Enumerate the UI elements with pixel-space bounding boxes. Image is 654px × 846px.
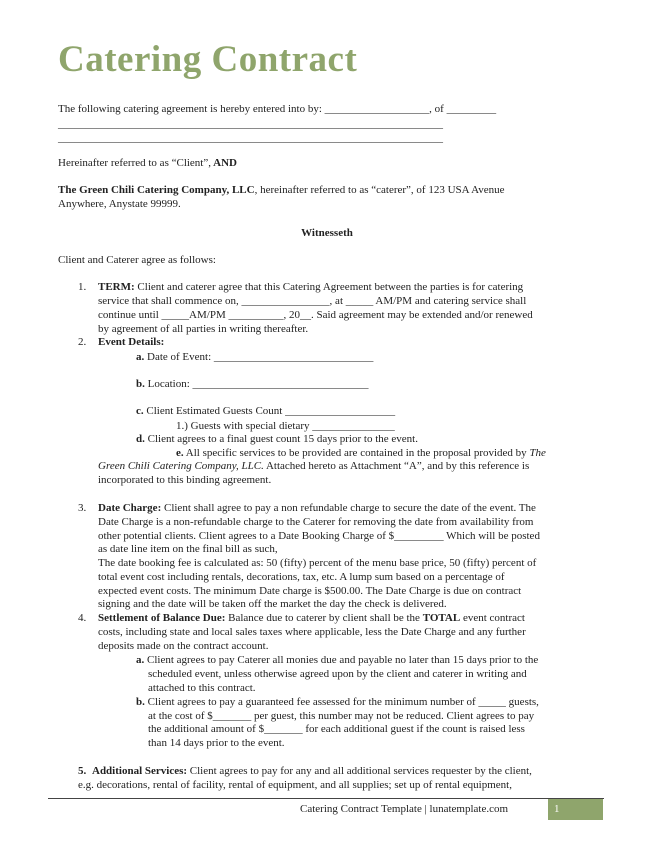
s4-b-text-1: Client agrees to pay a guaranteed fee assessed for the minimum number of _____ guests,	[144, 696, 539, 708]
s1-heading: TERM:	[98, 281, 135, 293]
intro-line-2: ______________________________________________________________________	[58, 118, 443, 130]
client-line	[58, 157, 237, 171]
s2-c-text: Client Estimated Guests Count ____________________	[143, 405, 396, 417]
s1-line-4: by agreement of all parties in writing thereafter.	[98, 323, 309, 335]
s1-number: 1.	[78, 281, 87, 293]
s4-line-3: deposits made on the contract account.	[98, 640, 269, 652]
s1-line-3: continue until _____AM/PM __________, 20__. Said agreement may be extended and/or renewed	[98, 309, 533, 321]
s1-line-2: service that shall commence on, ________________, at _____ AM/PM and catering service shall	[98, 295, 527, 307]
s2-item-d	[136, 433, 418, 447]
intro-line-1: The following catering agreement is hereby entered into by: ___________________, of _________	[58, 103, 497, 115]
s2-c-label: c.	[136, 405, 144, 417]
s3-number: 3.	[78, 502, 87, 514]
intro-line-3: ______________________________________________________________________	[58, 132, 443, 144]
s5-line-2: e.g. decorations, rental of facility, rental of equipment, and all supplies; set up of rental equipment,	[78, 779, 512, 791]
s2-item-c1: 1.) Guests with special dietary _______________	[176, 420, 395, 432]
s2-b-label: b.	[136, 378, 145, 390]
s5-heading: Additional Services:	[92, 765, 188, 777]
s3-line-7: expected event costs. The minimum Date charge is $500.00. The Date Charge is due on contract	[98, 585, 522, 597]
s5-number: 5.	[78, 765, 87, 777]
s2-item-a	[136, 351, 373, 365]
s2-a-label: a.	[136, 351, 145, 363]
s2-e-text: All specific services to be provided are contained in the proposal provided by	[183, 447, 530, 459]
s4-a-label: a.	[136, 654, 145, 666]
s2-e-italic-2: Green Chili Catering Company, LLC.	[98, 460, 264, 472]
s2-e-rest: Attached hereto as Attachment “A”, and by this reference is	[263, 460, 530, 472]
s2-item-c	[136, 405, 395, 419]
s4-a-text-1: Client agrees to pay Caterer all monies due and payable no later than 15 days prior to the	[144, 654, 539, 666]
s4-heading: Settlement of Balance Due:	[98, 612, 226, 624]
s2-a-text: Date of Event: _____________________________	[144, 351, 374, 363]
s2-d-label: d.	[136, 433, 145, 445]
s2-d-text: Client agrees to a final guest count 15 days prior to the event.	[144, 433, 418, 445]
witnesseth-heading: Witnesseth	[301, 227, 353, 239]
s2-e-label: e.	[176, 447, 184, 459]
s4-item-b	[136, 696, 539, 710]
s2-e-line-2	[98, 460, 529, 474]
s5-line-1	[92, 765, 532, 779]
s4-number: 4.	[78, 612, 87, 624]
s4-text-1a: Balance due to caterer by client shall be the	[225, 612, 423, 624]
s4-line-1	[98, 612, 525, 626]
s3-line-8: signing and the date will be taken off the market the day the check is delivered.	[98, 598, 447, 610]
client-line-and: AND	[211, 157, 237, 169]
s1-text-1: Client and caterer agree that this Catering Agreement between the parties is for catering	[134, 281, 524, 293]
s3-text-1: Client shall agree to pay a non refundable charge to secure the date of the event. The	[161, 502, 536, 514]
document-title: Catering Contract	[58, 39, 358, 80]
s2-b-text: Location: ________________________________	[144, 378, 369, 390]
s5-text-1: Client agrees to pay for any and all additional services requester by the client,	[187, 765, 532, 777]
s3-line-2: Date Charge is a non-refundable charge to the Caterer for removing the date from availability from	[98, 516, 534, 528]
client-line-text: Hereinafter referred to as “Client”,	[58, 157, 211, 169]
s3-line-5: The date booking fee is calculated as: 50 (fifty) percent of the menu base price, 50 (fifty) percent of	[98, 557, 537, 569]
s4-a-line-2: scheduled event, unless otherwise agreed upon by the client and caterer in writing and	[148, 668, 527, 680]
s3-heading: Date Charge:	[98, 502, 162, 514]
s2-e-line-3: incorporated to this binding agreement.	[98, 474, 272, 486]
s4-b-label: b.	[136, 696, 145, 708]
s2-e-italic-1: The	[529, 447, 546, 459]
s3-line-3: other potential clients. Client agrees to a Date Booking Charge of $_________ Which will be posted	[98, 530, 540, 542]
company-line-2: Anywhere, Anystate 99999.	[58, 198, 181, 210]
s4-item-a	[136, 654, 538, 668]
s4-total: TOTAL	[422, 612, 461, 624]
s4-line-2: costs, including state and local sales taxes where applicable, less the Date Charge and any further	[98, 626, 526, 638]
page-number: 1	[548, 799, 603, 820]
company-rest: , hereinafter referred to as “caterer”, of 123 USA Avenue	[254, 184, 505, 196]
s4-b-line-4: than 14 days prior to the event.	[148, 737, 285, 749]
s2-number: 2.	[78, 336, 87, 348]
company-name: The Green Chili Catering Company, LLC	[58, 184, 255, 196]
footer-rule	[48, 798, 604, 799]
s2-heading: Event Details:	[98, 336, 165, 348]
agree-line: Client and Caterer agree as follows:	[58, 254, 216, 266]
footer-text: Catering Contract Template | lunatemplate.com	[300, 803, 509, 815]
s4-text-1c: event contract	[460, 612, 525, 624]
s4-b-line-2: at the cost of $_______ per guest, this number may not be reduced. Client agrees to pay	[148, 710, 535, 722]
s3-line-4: as date line item on the final bill as such,	[98, 543, 278, 555]
s1-line-1	[98, 281, 523, 295]
s4-a-line-3: attached to this contract.	[148, 682, 256, 694]
s4-b-line-3: the additional amount of $_______ for each additional guest if the count is raised less	[148, 723, 525, 735]
s2-item-b	[136, 378, 369, 392]
company-line-1	[58, 184, 505, 198]
s3-line-6: total event cost including rentals, decorations, tax, etc. A lump sum based on a percentage of	[98, 571, 505, 583]
s3-line-1	[98, 502, 536, 516]
s2-item-e	[176, 447, 546, 461]
